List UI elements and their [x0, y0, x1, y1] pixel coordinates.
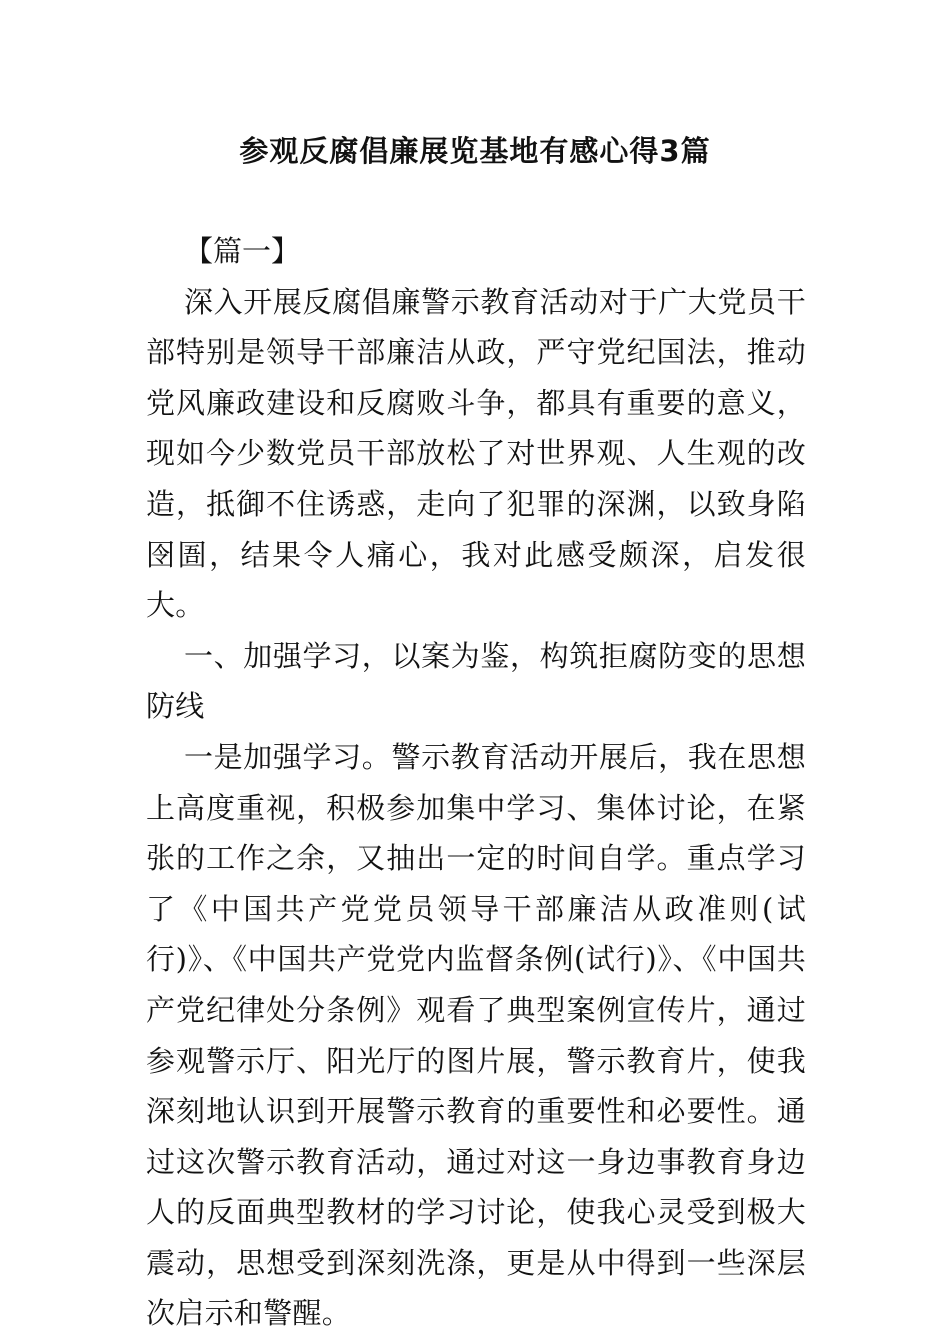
paragraph-study: 一是加强学习。警示教育活动开展后，我在思想上高度重视，积极参加集中学习、集体讨论，在紧张的工作之余，又抽出一定的时间自学。重点学习了《中国共产党党员领导干部廉洁从政准则(试行)》、《中国共产党党内监督条例(试行)》、《中国共产党纪律处分条例》观看了典型案例宣传片，通过参观警示厅、阳光厅的图片展，警示教育片，使我深刻地认识到开展警示教育的重要性和必要性。通过这次警示教育活动，通过对这一身边事教育身边人的反面典型教材的学习讨论，使我心灵受到极大震动，思想受到深刻洗涤，更是从中得到一些深层次启示和警醒。 [146, 739, 806, 1331]
document-body [146, 226, 806, 1339]
document-title: 参观反腐倡廉展览基地有感心得3篇 [239, 134, 711, 168]
heading-section-one: 一、加强学习，以案为鉴，构筑拒腐防变的思想防线 [146, 638, 806, 724]
paragraph-intro: 深入开展反腐倡廉警示教育活动对于广大党员干部特别是领导干部廉洁从政，严守党纪国法，推动党风廉政建设和反腐败斗争，都具有重要的意义，现如今少数党员干部放松了对世界观、人生观的改造，抵御不住诱惑，走向了犯罪的深渊，以致身陷囹圄，结果令人痛心，我对此感受颇深，启发很大。 [146, 284, 806, 623]
section-label: 【篇一】 [184, 234, 301, 268]
